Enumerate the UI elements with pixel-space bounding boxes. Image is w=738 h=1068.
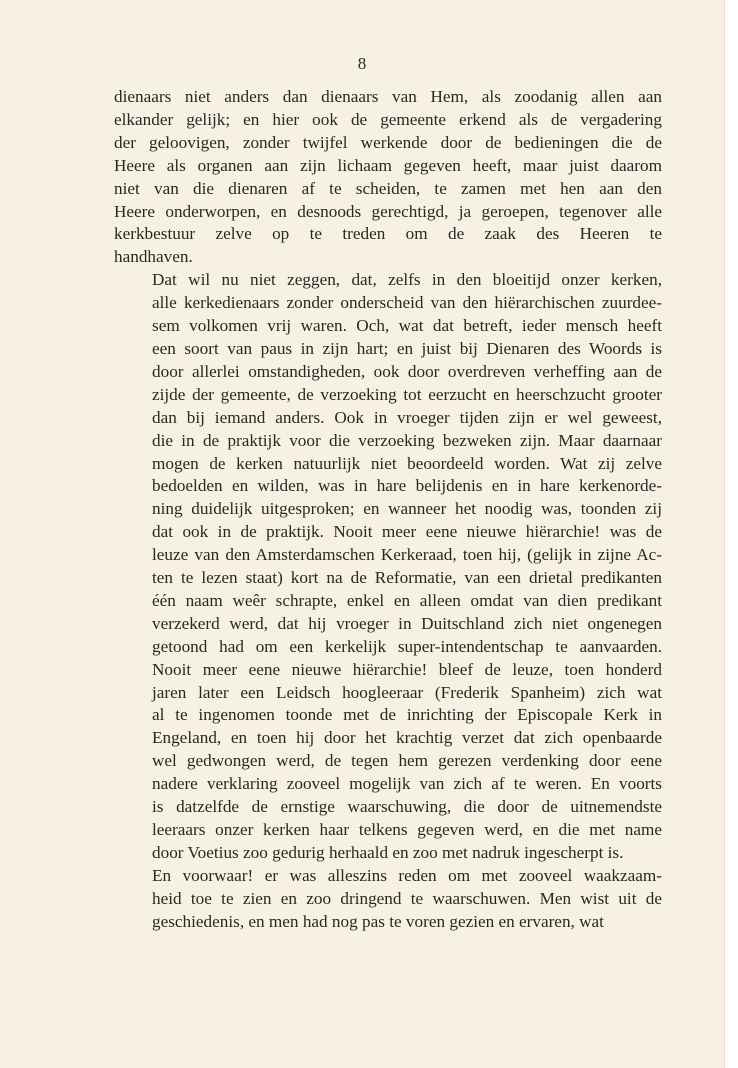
text-line: der geloovigen, zonder twijfel werkende door de bedieningen die de <box>114 132 662 152</box>
text-line: mogen de kerken natuurlijk niet beoordeeld worden. Wat zij zelve <box>152 453 662 473</box>
text-line: geschiedenis, en men had nog pas te voren gezien en ervaren, wat <box>152 911 604 931</box>
text-line: door Voetius zoo gedurig herhaald en zoo met nadruk ingescherpt is. <box>152 842 624 862</box>
text-line: niet van die dienaren af te scheiden, te zamen met hen aan den <box>114 178 662 198</box>
text-line: Engeland, en toen hij door het krachtig verzet dat zich openbaarde <box>152 728 662 748</box>
page-number: 8 <box>357 54 367 73</box>
text-line: één naam weêr schrapte, enkel en alleen omdat van dien predikant <box>152 590 662 610</box>
text-line: nadere verklaring zooveel mogelijk van zich af te weren. En voorts <box>152 774 662 794</box>
text-line: verzekerd werd, dat hij vroeger in Duitschland zich niet ongenegen <box>152 613 662 633</box>
text-line: elkander gelijk; en hier ook de gemeente erkend als de vergadering <box>114 109 662 129</box>
text-line: leeraars onzer kerken haar telkens gegeven werd, en die met name <box>152 820 662 839</box>
text-line: door allerlei omstandigheden, ook door overdreven verheffing aan de <box>152 361 662 381</box>
paragraph <box>114 86 662 269</box>
body-text <box>114 86 662 934</box>
text-line: handhaven. <box>114 247 193 267</box>
text-line: ning duidelijk uitgesproken; en wanneer het noodig was, toonden zij <box>152 499 662 519</box>
text-line: heid toe te zien en zoo dringend te waarschuwen. Men wist uit de <box>152 888 662 908</box>
text-line: kerkbestuur zelve op te treden om de zaak des Heeren te <box>114 224 662 244</box>
text-line: dan bij iemand anders. Ook in vroeger tijden zijn er wel geweest, <box>152 407 662 427</box>
text-line: wel gedwongen werd, de tegen hem gerezen verdenking door eene <box>152 751 662 771</box>
text-line: En voorwaar! er was alleszins reden om met zooveel waakzaam- <box>152 865 662 885</box>
text-line: dienaars niet anders dan dienaars van Hem, als zoodanig allen aan <box>114 87 662 106</box>
text-line: Dat wil nu niet zeggen, dat, zelfs in den bloeitijd onzer kerken, <box>152 270 662 290</box>
text-line: Nooit meer eene nieuwe hiërarchie! bleef de leuze, toen honderd <box>152 659 662 679</box>
text-line: die in de praktijk voor die verzoeking bezweken zijn. Maar daarnaar <box>152 430 662 450</box>
text-line: leuze van den Amsterdamschen Kerkeraad, toen hij, (gelijk in zijne Ac- <box>152 545 662 565</box>
text-line: sem volkomen vrij waren. Och, wat dat betreft, ieder mensch heeft <box>152 316 662 336</box>
text-line: Heere onderworpen, en desnoods gerechtigd, ja geroepen, tegenover alle <box>114 201 662 221</box>
text-line: jaren later een Leidsch hoogleeraar (Frederik Spanheim) zich wat <box>152 682 662 702</box>
text-line: ten te lezen staat) kort na de Reformatie, van een drietal predikanten <box>152 568 662 588</box>
text-line: alle kerkedienaars zonder onderscheid van den hiërarchischen zuurdee- <box>152 293 662 313</box>
paragraph <box>114 865 662 934</box>
text-line: een soort van paus in zijn hart; en juist bij Dienaren des Woords is <box>152 338 662 358</box>
text-line: bedoelden en wilden, was in hare belijdenis en in hare kerkenorde- <box>152 476 662 496</box>
text-line: zijde der gemeente, de verzoeking tot eerzucht en heerschzucht grooter <box>152 384 662 404</box>
text-line: al te ingenomen toonde met de inrichting der Episcopale Kerk in <box>152 705 662 725</box>
text-line: Heere als organen aan zijn lichaam gegeven heeft, maar juist daarom <box>114 155 662 175</box>
text-line: getoond had om een kerkelijk super-intendentschap te aanvaarden. <box>152 636 662 656</box>
text-line: is datzelfde de ernstige waarschuwing, die door de uitnemendste <box>152 797 662 817</box>
paragraph <box>114 269 662 865</box>
text-line: dat ook in de praktijk. Nooit meer eene nieuwe hiërarchie! was de <box>152 522 662 542</box>
